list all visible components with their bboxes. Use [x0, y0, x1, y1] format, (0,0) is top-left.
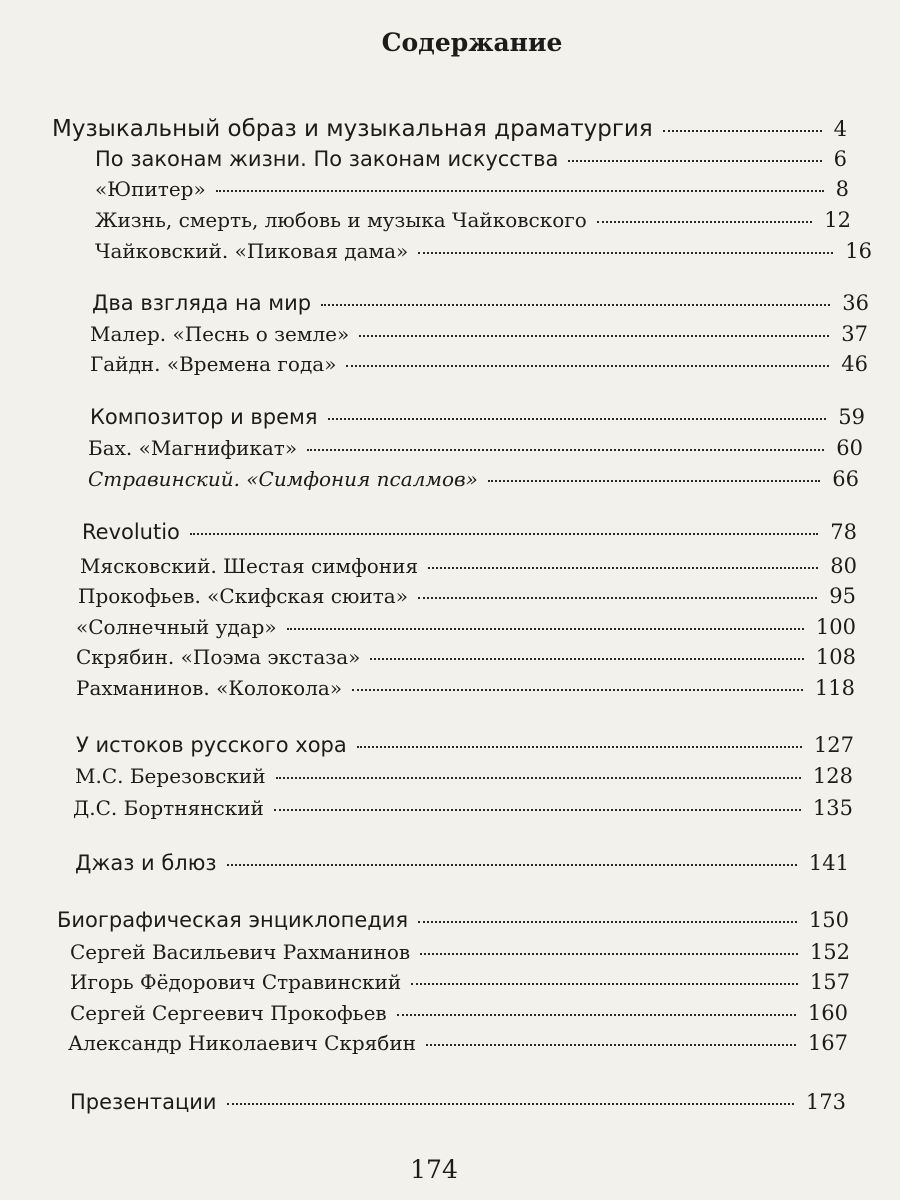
leader-dots	[418, 252, 833, 254]
leader-dots	[428, 567, 818, 569]
toc-entry-page: 4	[833, 117, 847, 141]
toc-entry-page: 59	[838, 405, 865, 429]
toc-entry-page: 95	[829, 584, 856, 608]
toc-entry-page: 80	[830, 554, 857, 578]
toc-entry	[90, 322, 868, 346]
toc-entry	[90, 352, 868, 376]
toc-entry-title: Александр Николаевич Скрябин	[68, 1031, 416, 1055]
toc-entry-page: 160	[807, 1001, 848, 1025]
toc-entry-title: «Солнечный удар»	[76, 615, 277, 639]
toc-entry-page: 37	[841, 322, 868, 346]
toc-entry-page: 118	[814, 676, 855, 700]
toc-entry	[73, 796, 853, 820]
leader-dots	[274, 809, 801, 811]
toc-entry-title: Композитор и время	[90, 405, 318, 429]
toc-entry-title: Малер. «Песнь о земле»	[90, 322, 350, 346]
toc-entry	[76, 645, 856, 669]
leader-dots	[307, 449, 824, 451]
toc-entry	[76, 615, 856, 639]
toc-entry-section	[95, 147, 847, 171]
leader-dots	[597, 221, 812, 223]
leader-dots	[227, 864, 797, 866]
toc-entry-title: Сергей Васильевич Рахманинов	[70, 940, 411, 964]
toc-entry-title: «Юпитер»	[95, 177, 206, 201]
toc-entry-page: 127	[813, 733, 854, 757]
toc-entry	[70, 1001, 848, 1025]
toc-entry-page: 36	[842, 291, 869, 315]
toc-entry	[88, 467, 859, 491]
toc-entry-section	[70, 1090, 846, 1114]
toc-entry-title: Сергей Сергеевич Прокофьев	[70, 1001, 387, 1025]
leader-dots	[321, 304, 830, 306]
toc-entry-title: Д.С. Бортнянский	[73, 796, 264, 820]
leader-dots	[397, 1014, 796, 1016]
toc-entry-page: 152	[809, 940, 850, 964]
toc-entry-title: М.С. Березовский	[75, 764, 266, 788]
toc-entry-section	[90, 405, 865, 429]
leader-dots	[663, 130, 822, 132]
toc-entry-section	[76, 733, 854, 757]
leader-dots	[352, 689, 803, 691]
toc-entry	[70, 970, 850, 994]
toc-entry	[95, 177, 849, 201]
leader-dots	[418, 921, 797, 923]
toc-entry-page: 60	[836, 436, 863, 460]
toc-entry-page: 100	[815, 615, 856, 639]
leader-dots	[190, 533, 818, 535]
toc-entry-title: Бах. «Магнификат»	[88, 436, 298, 460]
toc-entry-section	[75, 851, 849, 875]
toc-entry-page: 150	[808, 908, 849, 932]
toc-entry-page: 8	[835, 177, 849, 201]
toc-entry-page: 66	[832, 467, 859, 491]
toc-entry	[70, 940, 850, 964]
leader-dots	[370, 658, 804, 660]
toc-entry-title: Прокофьев. «Скифская сюита»	[78, 584, 408, 608]
toc-entry-title: Стравинский. «Симфония псалмов»	[88, 467, 478, 491]
toc-entry-page: 12	[824, 208, 851, 232]
toc-entry-page: 135	[812, 796, 853, 820]
leader-dots	[568, 160, 821, 162]
toc-entry-section	[57, 908, 849, 932]
leader-dots	[227, 1103, 794, 1105]
toc-entry	[68, 1031, 848, 1055]
toc-entry-title: Скрябин. «Поэма экстаза»	[76, 645, 361, 669]
toc-entry-page: 108	[815, 645, 856, 669]
toc-entry	[78, 584, 856, 608]
toc-entry-page: 46	[841, 352, 868, 376]
leader-dots	[328, 418, 827, 420]
toc-entry-page: 128	[812, 764, 853, 788]
page-number: 174	[410, 1155, 458, 1184]
toc-entry	[95, 208, 851, 232]
toc-entry-page: 157	[809, 970, 850, 994]
toc-entry-title: Презентации	[70, 1090, 217, 1114]
leader-dots	[346, 365, 829, 367]
leader-dots	[418, 597, 817, 599]
leader-dots	[216, 190, 824, 192]
toc-entry-title: Мясковский. Шестая симфония	[80, 554, 419, 578]
toc-entry	[95, 239, 872, 263]
toc-entry-page: 173	[805, 1090, 846, 1114]
leader-dots	[276, 777, 801, 779]
toc-entry	[88, 436, 863, 460]
toc-entry-title: Гайдн. «Времена года»	[90, 352, 337, 376]
leader-dots	[287, 628, 804, 630]
toc-entry	[76, 676, 855, 700]
toc-entry-section	[52, 116, 847, 142]
toc-entry-title: Джаз и блюз	[75, 851, 217, 875]
toc-entry-page: 141	[808, 851, 849, 875]
leader-dots	[488, 480, 820, 482]
leader-dots	[359, 335, 829, 337]
toc-entry-title: Игорь Фёдорович Стравинский	[70, 970, 402, 994]
toc-entry-title: Revolutio	[82, 520, 180, 544]
toc-entry	[80, 554, 857, 578]
toc-entry-title: У истоков русского хора	[76, 733, 347, 757]
toc-entry-title: Музыкальный образ и музыкальная драматургия	[52, 116, 653, 142]
toc-entry-section	[82, 520, 857, 544]
toc-entry-page: 78	[830, 520, 857, 544]
toc-entry	[75, 764, 853, 788]
toc-entry-title: Два взгляда на мир	[92, 291, 312, 315]
toc-entry-title: Чайковский. «Пиковая дама»	[95, 239, 409, 263]
leader-dots	[411, 983, 798, 985]
leader-dots	[420, 953, 798, 955]
toc-entry-page: 16	[845, 239, 872, 263]
leader-dots	[357, 746, 802, 748]
toc-entry-title: Рахманинов. «Колокола»	[76, 676, 343, 700]
toc-entry-page: 167	[807, 1031, 848, 1055]
toc-entry-page: 6	[833, 147, 847, 171]
leader-dots	[426, 1044, 796, 1046]
toc-entry-section	[92, 291, 869, 315]
toc-entry-title: Жизнь, смерть, любовь и музыка Чайковского	[95, 208, 587, 232]
toc-entry-title: По законам жизни. По законам искусства	[95, 147, 559, 171]
page-title: Содержание	[381, 28, 563, 57]
toc-entry-title: Биографическая энциклопедия	[57, 908, 409, 932]
